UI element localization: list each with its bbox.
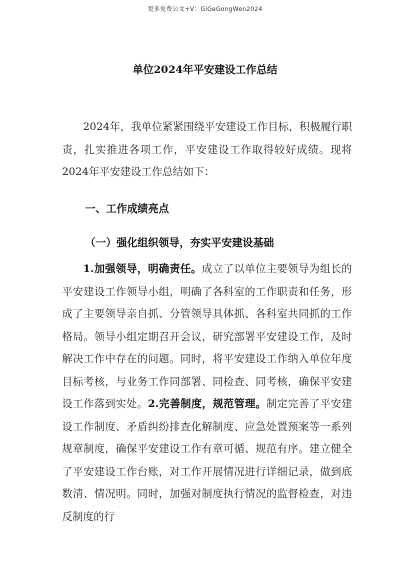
item2-lead: 2.完善制度，规范管理。 [147, 398, 267, 410]
header-note: 更多免费公文+V：GiGeGongWen2024 [147, 6, 263, 13]
body-paragraph-1 [62, 258, 352, 528]
item1-lead: 1.加强领导，明确责任。 [83, 263, 202, 275]
item2-text: 制定完善了平安建设工作制度、矛盾纠纷排查化解制度、应急处置预案等一系列规章制度，确保平安建设工作有章可循、规范有序。建立健全了平安建设工作台账，对工作开展情况进行详细记录，做到底数清、情况明。同时，加强对制度执行情况的监督检查，对违反制度的行 [62, 398, 352, 523]
item1-text: 成立了以单位主要领导为组长的平安建设工作领导小组，明确了各科室的工作职责和任务，形成了主要领导亲自抓、分管领导具体抓、各科室共同抓的工作格局。领导小组定期召开会议，研究部署平安建设工作，及时解决工作中存在的问题。同时，将平安建设工作纳入单位年度目标考核，与业务工作同部署、同检查、同考核，确保平安建设工作落到实处。 [62, 263, 353, 410]
intro-paragraph: 2024年，我单位紧紧围绕平安建设工作目标，积极履行职责，扎实推进各项工作，平安建设工作取得较好成绩。现将2024年平安建设工作总结如下： [62, 121, 352, 178]
document-title: 单位2024年平安建设工作总结 [132, 64, 278, 76]
section-heading-1: 一、工作成绩亮点 [85, 203, 169, 215]
subsection-heading-1: （一）强化组织领导，夯实平安建设基础 [85, 237, 274, 249]
